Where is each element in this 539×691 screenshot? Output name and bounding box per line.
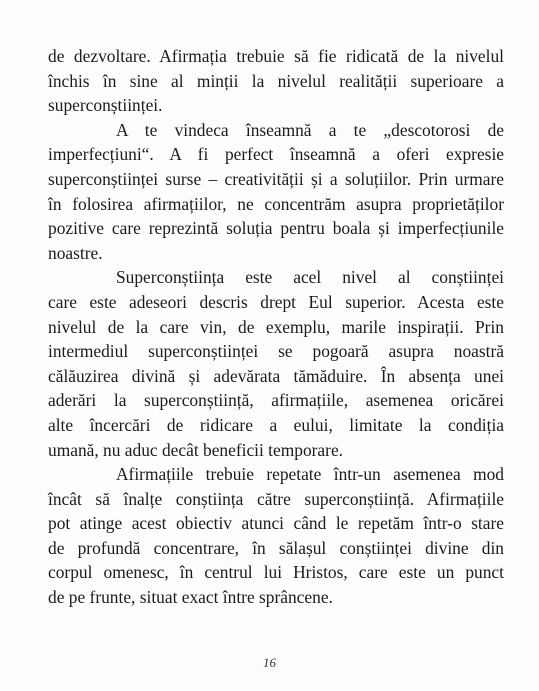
text-line: A te vindeca înseamnă a te „descotorosi de: [116, 119, 504, 140]
text-line: încât să înalțe conștiința către superconștiință. Afirmațiile: [48, 488, 504, 509]
text-line: închis în sine al minții la nivelul realității superioare a: [48, 70, 504, 91]
text-line: care este adeseori descris drept Eul superior. Acesta este: [48, 291, 504, 312]
text-line: de pe frunte, situat exact între sprâncene.: [48, 587, 333, 608]
text-line: noastre.: [48, 242, 103, 263]
text-line: Superconștiința este acel nivel al conștiinței: [116, 267, 504, 288]
paragraph-3: [48, 265, 504, 462]
text-line: pozitive care reprezintă soluția pentru boala și imperfecțiunile: [48, 218, 504, 239]
paragraph-1: [48, 44, 504, 118]
text-line: corpul omenesc, în centrul lui Hristos, care este un punct: [48, 562, 504, 583]
text-line: umană, nu aduc decât beneficii temporare.: [48, 439, 344, 460]
text-line: nivelul de la care vin, de exemplu, marile inspirații. Prin: [48, 316, 504, 337]
paragraph-4: [48, 462, 504, 610]
text-line: pot atinge acest obiectiv atunci când le repetăm într-o stare: [48, 513, 504, 534]
text-line: de profundă concentrare, în sălașul conștiinței divine din: [48, 537, 504, 558]
page-number: 16: [263, 655, 276, 670]
text-line: imperfecțiuni“. A fi perfect înseamnă a oferi expresie: [48, 144, 504, 165]
text-line: intermediul superconștiinței se pogoară asupra noastră: [48, 341, 504, 362]
text-line: călăuzirea divină și adevărata tămăduire. În absența unei: [48, 365, 504, 386]
text-line: aderări la superconștiință, afirmațiile, asemenea oricărei: [48, 390, 504, 411]
text-line: superconștiinței surse – creativității și a soluțiilor. Prin urmare: [48, 168, 504, 189]
text-line: alte încercări de ridicare a eului, limitate la condiția: [48, 414, 504, 435]
paragraph-2: [48, 118, 504, 266]
body-text: [48, 44, 504, 610]
text-line: Afirmațiile trebuie repetate într-un asemenea mod: [116, 464, 504, 485]
text-line: superconștiinței.: [48, 95, 163, 116]
text-line: în folosirea afirmațiilor, ne concentrăm asupra proprietăților: [48, 193, 504, 214]
text-line: de dezvoltare. Afirmația trebuie să fie ridicată de la nivelul: [48, 46, 504, 66]
